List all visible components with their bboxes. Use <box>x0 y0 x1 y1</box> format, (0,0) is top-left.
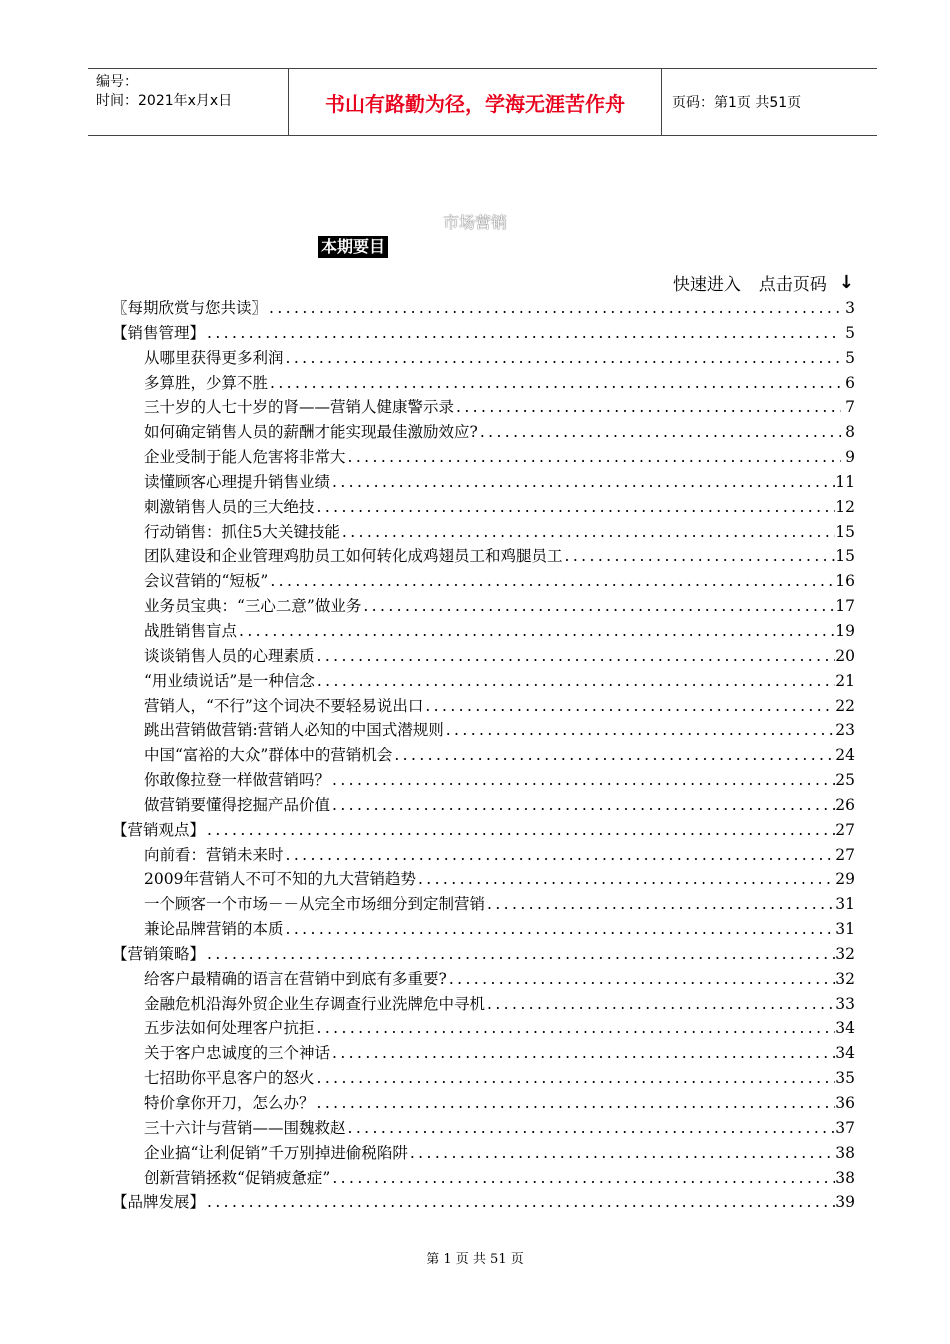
toc-entry[interactable] <box>112 967 855 992</box>
click-page-label: 点击页码 <box>758 275 827 295</box>
toc-page-link[interactable]: 5 <box>845 348 855 367</box>
toc-page-link[interactable]: 9 <box>845 448 855 467</box>
toc-leader-dots <box>315 1066 836 1091</box>
toc-entry[interactable] <box>112 694 855 719</box>
toc-leader-dots <box>268 371 841 396</box>
toc-entry[interactable] <box>112 1116 855 1141</box>
toc-entry-title: 从哪里获得更多利润 <box>144 348 284 367</box>
toc-leader-dots <box>485 892 835 917</box>
toc-page-link[interactable]: 38 <box>835 1143 855 1162</box>
toc-leader-dots <box>346 445 841 470</box>
toc-leader-dots <box>447 967 835 992</box>
table-of-contents <box>112 296 855 1215</box>
document-title: 市场营销 <box>442 213 507 232</box>
toc-entry-title: 关于客户忠诚度的三个神话 <box>144 1044 331 1063</box>
toc-entry-title: 战胜销售盲点 <box>144 621 238 640</box>
toc-entry[interactable] <box>112 1041 855 1066</box>
toc-entry[interactable] <box>112 743 855 768</box>
header-page-label: 页码：第1页 共51页 <box>672 95 802 111</box>
toc-entry-title: 读懂顾客心理提升销售业绩 <box>144 472 331 491</box>
toc-page-link[interactable]: 16 <box>835 572 855 591</box>
toc-entry-title: 〖每期欣赏与您共读〗 <box>112 299 268 317</box>
toc-page-link[interactable]: 24 <box>835 746 855 765</box>
toc-leader-dots <box>330 470 835 495</box>
toc-heading: 本期要目 <box>318 236 388 258</box>
toc-entry-title: 创新营销拯救“促销疲惫症” <box>144 1168 331 1187</box>
toc-entry[interactable] <box>112 1066 855 1091</box>
toc-page-link[interactable]: 20 <box>835 646 855 665</box>
toc-entry[interactable] <box>112 644 855 669</box>
quick-nav <box>673 270 854 295</box>
toc-entry-title: 2009年营销人不可不知的九大营销趋势 <box>144 870 416 889</box>
toc-entry-title: 金融危机沿海外贸企业生存调查行业洗牌危中寻机 <box>144 994 486 1013</box>
toc-entry-title: 企业搞“让利促销”千万别掉进偷税陷阱 <box>144 1143 408 1162</box>
toc-leader-dots <box>330 793 835 818</box>
toc-leader-dots <box>315 644 836 669</box>
toc-entry[interactable] <box>112 1141 855 1166</box>
toc-page-link[interactable]: 31 <box>835 895 855 914</box>
toc-entry-title: 七招助你平息客户的怒火 <box>144 1069 315 1088</box>
toc-entry[interactable] <box>112 1091 855 1116</box>
arrow-down-icon: ↓ <box>838 272 854 293</box>
toc-leader-dots <box>330 1166 835 1191</box>
toc-entry[interactable] <box>112 1190 855 1215</box>
toc-entry-title: 企业受制于能人危害将非常大 <box>144 448 346 467</box>
toc-entry-title: “用业绩说话”是一种信念 <box>144 671 315 690</box>
toc-entry-title: 【营销策略】 <box>112 944 206 963</box>
toc-entry-title: 谈谈销售人员的心理素质 <box>144 646 315 665</box>
toc-leader-dots <box>563 544 836 569</box>
toc-leader-dots <box>315 669 835 694</box>
toc-entry[interactable] <box>112 395 855 420</box>
toc-entry-title: 特价拿你开刀，怎么办？ <box>144 1094 315 1112</box>
toc-entry-title: 三十六计与营销——围魏救赵 <box>144 1118 346 1137</box>
toc-entry[interactable] <box>112 544 855 569</box>
toc-page-link[interactable]: 19 <box>835 621 855 640</box>
toc-leader-dots <box>315 1016 836 1041</box>
toc-page-link[interactable]: 38 <box>835 1168 855 1187</box>
toc-entry-title: 一个顾客一个市场－－从完全市场细分到定制营销 <box>144 895 486 914</box>
toc-page-link[interactable]: 25 <box>835 771 855 790</box>
toc-entry-title: 三十岁的人七十岁的肾——营销人健康警示录 <box>144 398 455 417</box>
toc-entry[interactable] <box>112 371 855 396</box>
toc-entry-title: 跳出营销做营销:营销人必知的中国式潜规则 <box>144 721 444 740</box>
toc-page-link[interactable]: 26 <box>835 795 855 814</box>
toc-entry[interactable] <box>112 569 855 594</box>
toc-entry[interactable] <box>112 669 855 694</box>
toc-page-link[interactable]: 17 <box>835 597 855 616</box>
toc-entry-title: 业务员宝典：“三心二意”做业务 <box>144 597 362 616</box>
toc-entry-title: 多算胜，少算不胜 <box>144 373 269 392</box>
toc-entry[interactable] <box>112 892 855 917</box>
toc-page-link[interactable]: 5 <box>845 323 855 342</box>
toc-page-link[interactable]: 15 <box>835 547 855 566</box>
toc-page-link[interactable]: 7 <box>845 398 855 417</box>
toc-entry-title: 行动销售：抓住5大关键技能 <box>144 522 340 541</box>
toc-entry[interactable] <box>112 1166 855 1191</box>
toc-leader-dots <box>408 1141 835 1166</box>
time-label: 时间：2021年x月x日 <box>96 93 233 109</box>
toc-page-link[interactable]: 22 <box>835 696 855 715</box>
toc-page-link[interactable]: 35 <box>835 1069 855 1088</box>
toc-page-link[interactable]: 12 <box>835 497 855 516</box>
toc-entry-title: 团队建设和企业管理鸡肋员工如何转化成鸡翅员工和鸡腿员工 <box>144 547 563 566</box>
toc-entry[interactable] <box>112 942 855 967</box>
toc-page-link[interactable]: 3 <box>845 299 855 317</box>
toc-entry-title: 会议营销的“短板” <box>144 572 269 591</box>
toc-entry[interactable] <box>112 594 855 619</box>
toc-entry-title: 向前看：营销未来时 <box>144 845 284 864</box>
toc-entry-title: 营销人，“不行”这个词决不要轻易说出口 <box>144 696 424 715</box>
toc-entry-title: 兼论品牌营销的本质 <box>144 920 284 939</box>
header-motto: 书山有路勤为径，学海无涯苦作舟 <box>288 69 662 135</box>
toc-leader-dots <box>237 619 835 644</box>
toc-entry-title: 中国“富裕的大众”群体中的营销机会 <box>144 746 393 765</box>
toc-page-link[interactable]: 33 <box>835 994 855 1013</box>
toc-page-link[interactable]: 36 <box>835 1094 855 1112</box>
toc-leader-dots <box>485 992 835 1017</box>
toc-leader-dots <box>284 843 836 868</box>
toc-entry[interactable] <box>112 843 855 868</box>
toc-page-link[interactable]: 31 <box>835 920 855 939</box>
page-header <box>88 68 877 136</box>
toc-leader-dots <box>454 395 841 420</box>
number-label: 编号： <box>96 74 138 90</box>
toc-entry[interactable] <box>112 768 855 793</box>
header-meta <box>88 69 288 135</box>
toc-page-link[interactable]: 34 <box>835 1044 855 1063</box>
toc-page-link[interactable]: 37 <box>835 1118 855 1137</box>
toc-entry[interactable] <box>112 793 855 818</box>
toc-page-link[interactable]: 21 <box>835 671 855 690</box>
toc-page-link[interactable]: 27 <box>835 820 855 839</box>
toc-leader-dots <box>268 569 835 594</box>
toc-leader-dots <box>478 420 841 445</box>
toc-entry-title: 【销售管理】 <box>112 323 206 342</box>
toc-leader-dots <box>205 321 841 346</box>
toc-leader-dots <box>361 594 835 619</box>
toc-leader-dots <box>330 1041 835 1066</box>
toc-leader-dots <box>315 495 836 520</box>
toc-leader-dots <box>267 296 841 321</box>
quick-enter-label: 快速进入 <box>672 275 741 295</box>
toc-page-link[interactable]: 6 <box>845 373 855 392</box>
toc-page-link[interactable]: 11 <box>835 472 855 491</box>
toc-entry-title: 【营销观点】 <box>112 820 206 839</box>
toc-entry[interactable] <box>112 445 855 470</box>
toc-page-link[interactable]: 32 <box>835 969 855 988</box>
toc-entry-title: 刺激销售人员的三大绝技 <box>144 497 315 516</box>
toc-entry[interactable] <box>112 321 855 346</box>
toc-entry[interactable] <box>112 992 855 1017</box>
toc-entry[interactable] <box>112 718 855 743</box>
toc-page-link[interactable]: 23 <box>835 721 855 740</box>
toc-page-link[interactable]: 27 <box>835 845 855 864</box>
toc-page-link[interactable]: 39 <box>835 1193 855 1212</box>
toc-leader-dots <box>205 942 835 967</box>
toc-entry[interactable] <box>112 818 855 843</box>
toc-leader-dots <box>392 743 835 768</box>
toc-leader-dots <box>416 867 835 892</box>
toc-entry[interactable] <box>112 917 855 942</box>
toc-entry[interactable] <box>112 1016 855 1041</box>
toc-entry-title: 【品牌发展】 <box>112 1193 206 1212</box>
toc-entry-title: 如何确定销售人员的薪酬才能实现最佳激励效应? <box>144 423 478 442</box>
toc-entry[interactable] <box>112 470 855 495</box>
toc-entry[interactable] <box>112 420 855 445</box>
toc-leader-dots <box>315 1091 836 1116</box>
toc-entry[interactable] <box>112 296 855 321</box>
toc-entry[interactable] <box>112 495 855 520</box>
toc-leader-dots <box>346 1116 836 1141</box>
toc-entry-title: 给客户最精确的语言在营销中到底有多重要? <box>144 969 447 988</box>
toc-page-link[interactable]: 32 <box>835 944 855 963</box>
toc-leader-dots <box>205 1190 835 1215</box>
toc-page-link[interactable]: 15 <box>835 522 855 541</box>
toc-leader-dots <box>340 520 835 545</box>
toc-leader-dots <box>330 768 835 793</box>
toc-page-link[interactable]: 8 <box>845 423 855 442</box>
toc-leader-dots <box>284 917 836 942</box>
toc-leader-dots <box>444 718 836 743</box>
toc-entry[interactable] <box>112 867 855 892</box>
toc-entry[interactable] <box>112 346 855 371</box>
page-footer: 第 1 页 共 51 页 <box>426 1252 524 1267</box>
toc-entry[interactable] <box>112 520 855 545</box>
toc-page-link[interactable]: 34 <box>835 1019 855 1038</box>
toc-leader-dots <box>205 818 835 843</box>
toc-leader-dots <box>284 346 841 371</box>
toc-entry-title: 五步法如何处理客户抗拒 <box>144 1019 315 1038</box>
toc-entry[interactable] <box>112 619 855 644</box>
toc-entry-title: 做营销要懂得挖掘产品价值 <box>144 795 331 814</box>
toc-leader-dots <box>423 694 835 719</box>
toc-entry-title: 你敢像拉登一样做营销吗？ <box>144 771 331 790</box>
toc-page-link[interactable]: 29 <box>835 870 855 889</box>
